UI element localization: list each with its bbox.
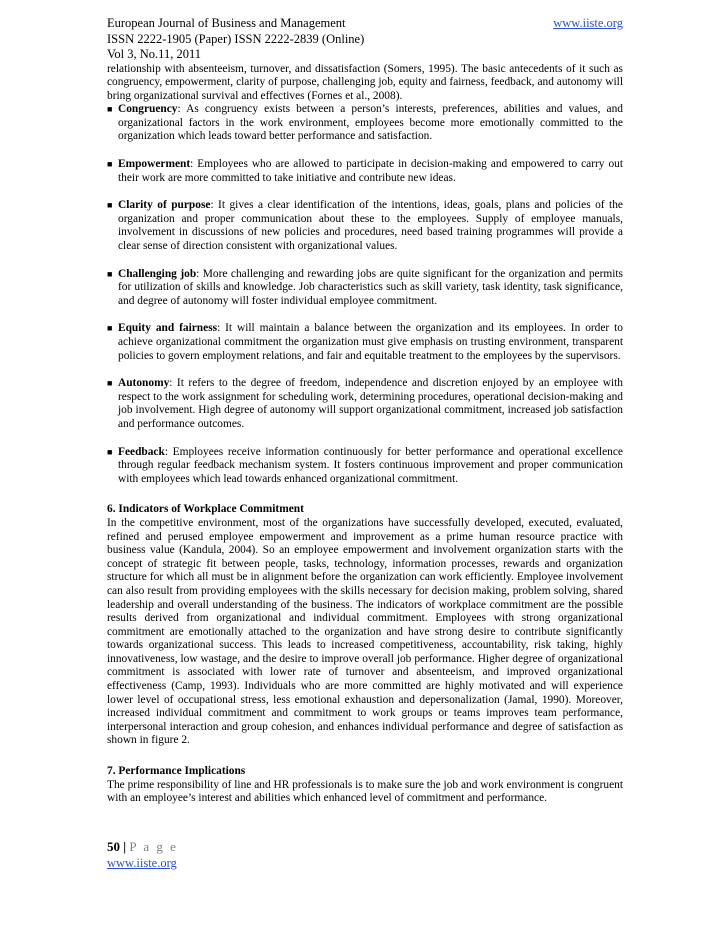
square-bullet-icon: ■ bbox=[107, 200, 113, 211]
section-6-body: In the competitive environment, most of the organizations have successfully developed, executed, evaluated, refined and perused employee empowerment and improvement as a prime human resource practice with business value (Kandula, 2004). So an employee empowerment and involvement organization starts with the concept of strategic fit between people, tasks, technology, information processes, rewards and organization structure for which all must be in alignment before the organization can work efficiently. Employee involvement can also result from providing employees with the skills necessary for decision making, problem solving, shared leadership and overall understanding of the business. The indicators of workplace commitment are the possible results derived from organizational and individual commitment. Employees with strong organizational commitment are emotionally attached to the organization and have strong desire to contribute significantly towards organizational success. This leads to increased competitiveness, accountability, risk taking, highly innovativeness, low wastage, and the desire to improve overall job performance. Higher degree of organizational commitment is associated with lower rate of turnover and absenteeism, and improved organizational effectiveness (Camp, 1993). Individuals who are more committed are highly motivated and will experience lower level of occupational stress, less emotional exhaustion and depersonalization (Jamal, 1990). Moreover, increased individual commitment and commitment to work groups or teams improves team performance, interpersonal interaction and group cohesion, and enhances individual performance and degree of satisfaction as shown in figure 2. bbox=[107, 516, 623, 747]
bullet-term: Challenging job bbox=[118, 267, 197, 280]
journal-page bbox=[107, 16, 623, 806]
square-bullet-icon: ■ bbox=[107, 104, 113, 115]
bullet-text: : Employees receive information continuously for better performance and operational excellence through regular feedback mechanism system. It fosters continuous improvement and proper communication with employees which lead towards enhanced organizational commitment. bbox=[118, 445, 623, 485]
bullet-text: : It gives a clear identification of the intentions, ideas, goals, plans and policies of the organization and proper communication about these to the employees. Supply of employee manuals, involvement in discussions of new policies and procedures, need based training programmes will provide a clear sense of direction consistent with organizational values. bbox=[118, 199, 623, 253]
square-bullet-icon: ■ bbox=[107, 268, 113, 279]
bullet-term: Equity and fairness bbox=[118, 322, 218, 335]
bullet-text: : It will maintain a balance between the organization and its employees. In order to achieve organizational commitment the organization must give emphasis on trusting environment, transparent policies to govern employment relations, and fair and equitable treatment to the employees by the supervisors. bbox=[118, 322, 623, 362]
volume-line: Vol 3, No.11, 2011 bbox=[107, 47, 201, 61]
issn-line: ISSN 2222-1905 (Paper) ISSN 2222-2839 (Online) bbox=[107, 31, 365, 46]
footer-website-link[interactable]: www.iiste.org bbox=[107, 856, 177, 870]
bullet-congruency bbox=[107, 103, 623, 144]
header-website-link[interactable]: www.iiste.org bbox=[553, 16, 623, 30]
page-separator: | bbox=[120, 839, 130, 854]
journal-name: European Journal of Business and Management bbox=[107, 16, 346, 30]
bullet-term: Empowerment bbox=[118, 158, 191, 171]
bullet-feedback bbox=[107, 446, 623, 487]
page-word: P a g e bbox=[129, 839, 178, 854]
square-bullet-icon: ■ bbox=[107, 323, 113, 334]
bullet-equity-and-fairness bbox=[107, 322, 623, 363]
bullet-challenging-job bbox=[107, 268, 623, 309]
section-7-body: The prime responsibility of line and HR professionals is to make sure the job and work environment is congruent with an employee’s interest and abilities which enhanced level of commitment and performance. bbox=[107, 778, 623, 805]
page-footer bbox=[107, 839, 178, 871]
square-bullet-icon: ■ bbox=[107, 159, 113, 170]
square-bullet-icon: ■ bbox=[107, 446, 113, 457]
square-bullet-icon: ■ bbox=[107, 378, 113, 389]
intro-paragraph: relationship with absenteeism, turnover, and dissatisfaction (Somers, 1995). The basic antecedents of it such as congruency, empowerment, clarity of purpose, challenging job, equity and fairness, feedback, and autonomy will bring organizational survival and effectives (Fornes et al., 2008). bbox=[107, 62, 623, 102]
bullet-term: Autonomy bbox=[118, 377, 170, 390]
bullet-text: : Employees who are allowed to participate in decision-making and empowered to carry out their work are more committed to take initiative and contribute new ideas. bbox=[118, 158, 623, 184]
section-7-heading: 7. Performance Implications bbox=[107, 765, 246, 778]
bullet-text: : It refers to the degree of freedom, independence and discretion enjoyed by an employee with respect to the work assignment for scheduling work, determining procedures, operational decision-making and job involvement. High degree of autonomy will support organizational commitment, increased job satisfaction and performance outcomes. bbox=[118, 377, 623, 430]
bullet-autonomy bbox=[107, 377, 623, 431]
bullet-text: : More challenging and rewarding jobs are quite significant for the organization and permits for utilization of skills and knowledge. Job characteristics such as skill variety, task identity, task significance, and degree of autonomy will foster individual employee commitment. bbox=[118, 267, 623, 307]
page-number-line bbox=[107, 839, 178, 855]
bullet-empowerment bbox=[107, 158, 623, 185]
bullet-term: Clarity of purpose bbox=[118, 199, 211, 212]
bullet-term: Congruency bbox=[118, 103, 178, 116]
section-6-heading: 6. Indicators of Workplace Commitment bbox=[107, 503, 304, 516]
page-number: 50 bbox=[107, 839, 120, 854]
bullet-text: : As congruency exists between a person’s interests, preferences, abilities and values, and organizational factors in the work environment, employees become more emotionally committed to the organization which leads toward better performance and satisfaction. bbox=[118, 103, 623, 143]
bullet-term: Feedback bbox=[118, 445, 165, 458]
bullet-clarity-of-purpose bbox=[107, 199, 623, 253]
page-header bbox=[107, 16, 623, 63]
